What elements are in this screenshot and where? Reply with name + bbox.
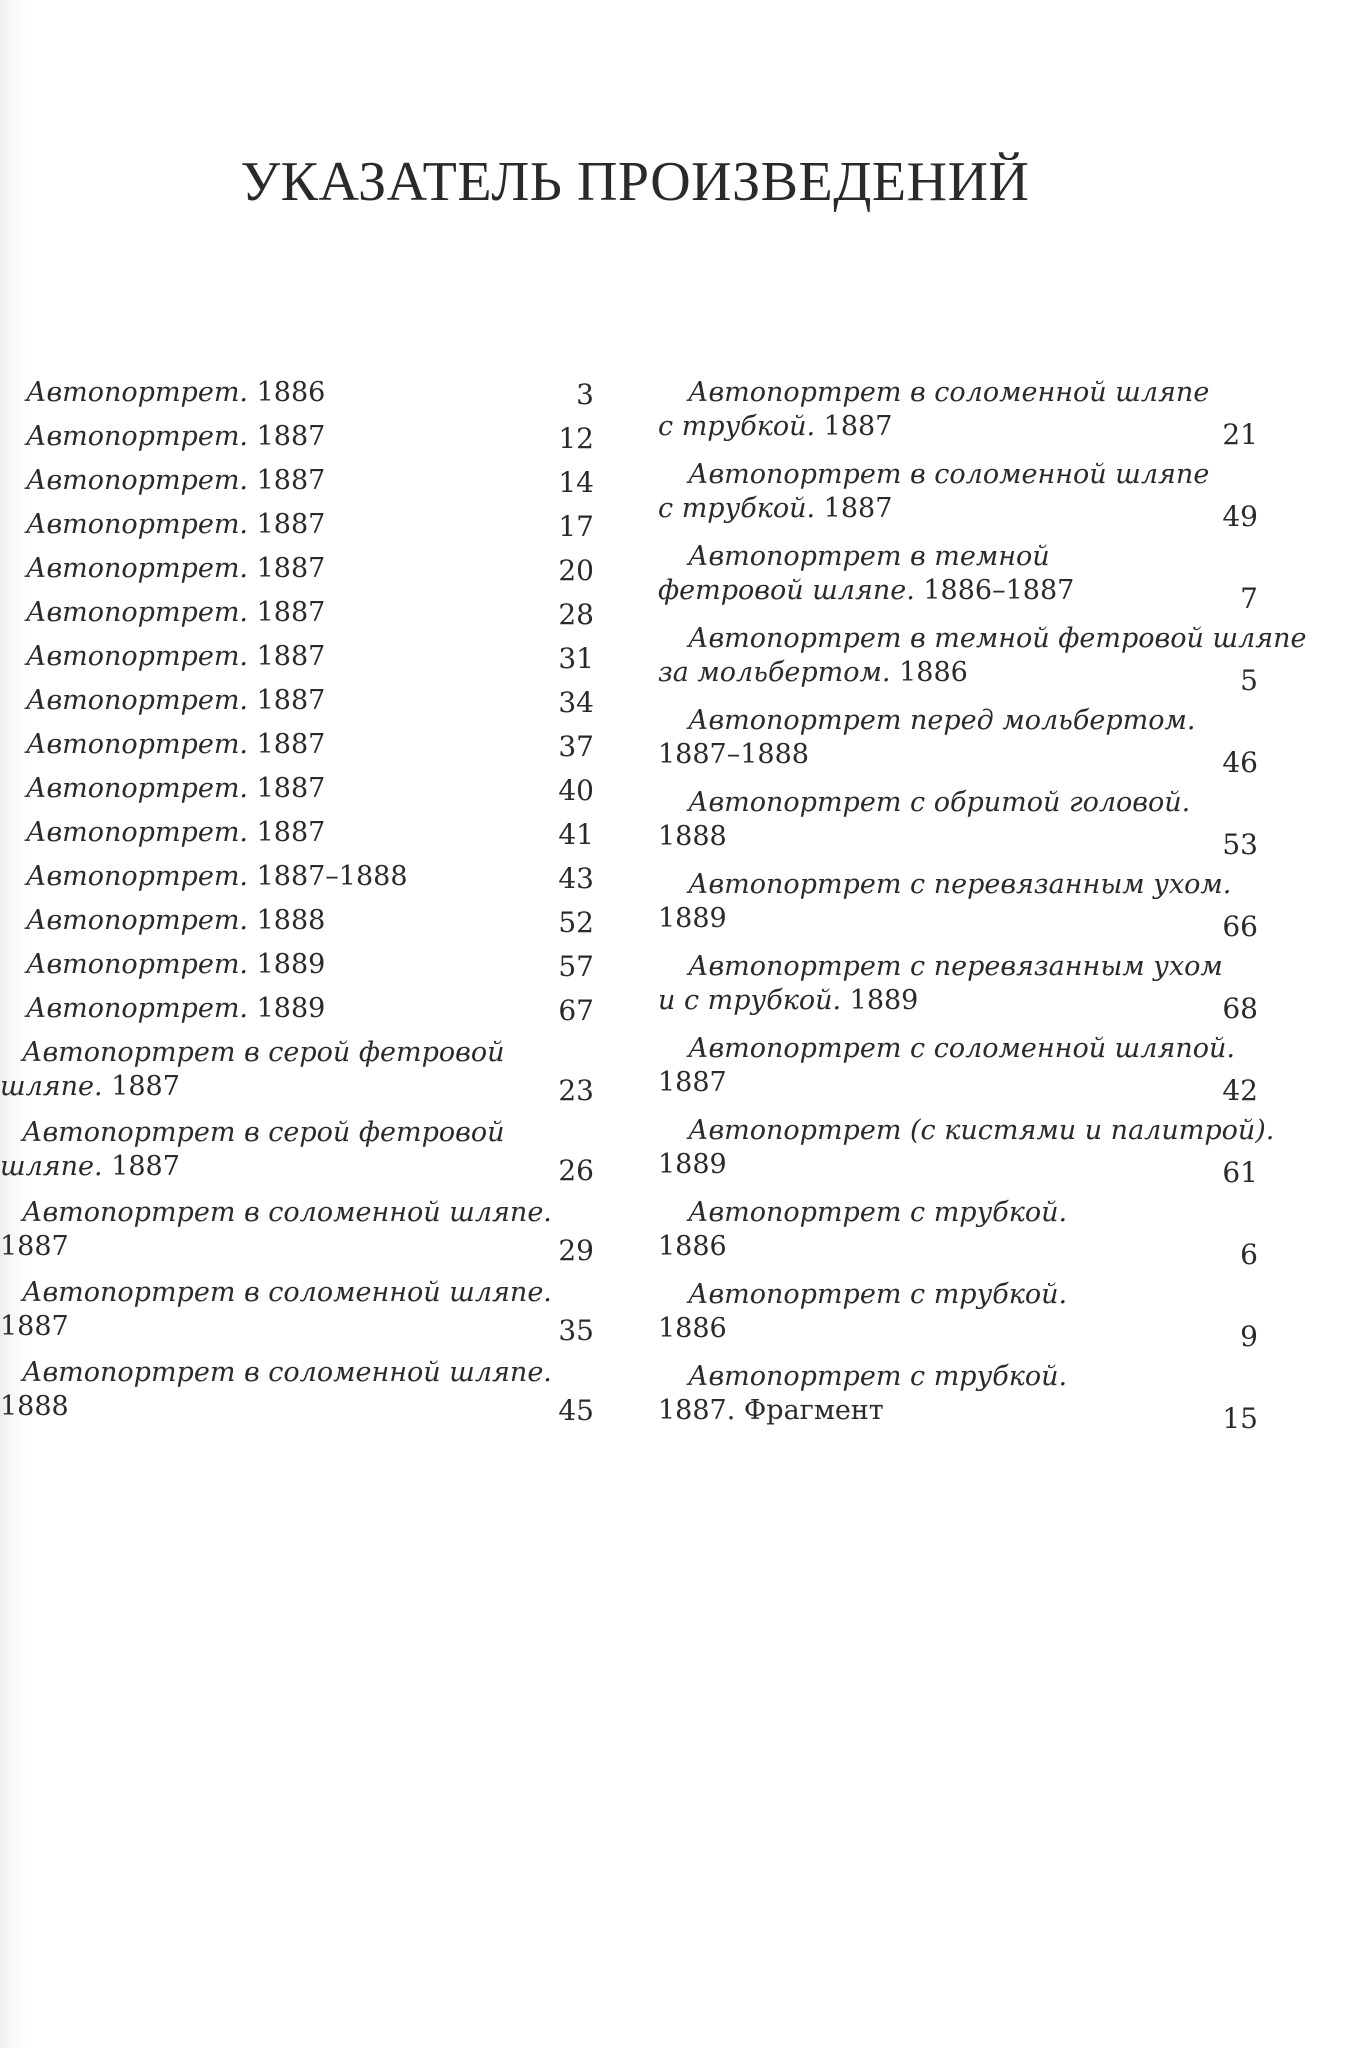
index-entry	[650, 1278, 1264, 1360]
entry-page-number: 6	[1240, 1238, 1258, 1271]
index-entry	[0, 1196, 600, 1276]
entry-year: 1886–1887	[914, 575, 1075, 606]
entry-title-line	[650, 458, 1264, 492]
entry-title: Автопортрет с трубкой.	[688, 1279, 1068, 1310]
entry-continuation-line	[650, 574, 1264, 608]
entry-title: Автопортрет в серой фетровой	[22, 1037, 505, 1068]
entry-continuation-line	[0, 1310, 600, 1344]
entry-continuation-line	[650, 410, 1264, 444]
entry-page-number: 35	[558, 1314, 594, 1347]
entry-title-line	[0, 596, 600, 630]
entry-year: 1886	[658, 1231, 727, 1262]
entry-continuation-line	[650, 820, 1264, 854]
index-entry	[0, 552, 600, 596]
index-entry	[650, 622, 1307, 704]
entry-year: 1887	[815, 411, 893, 442]
entry-continuation-line	[650, 984, 1264, 1018]
entry-title: Автопортрет.	[26, 993, 248, 1024]
entry-title-line	[650, 950, 1264, 984]
entry-page-number: 23	[558, 1074, 594, 1107]
entry-page-number: 40	[558, 774, 594, 807]
entry-year: 1887	[658, 1067, 727, 1098]
entry-continuation-line	[650, 492, 1264, 526]
entry-year: 1887	[102, 1151, 180, 1182]
entry-title: Автопортрет.	[26, 553, 248, 584]
entry-title: Автопортрет.	[26, 641, 248, 672]
entry-title: Автопортрет с трубкой.	[688, 1197, 1068, 1228]
entry-page-number: 41	[558, 818, 594, 851]
entry-continuation-line	[650, 1312, 1264, 1346]
entry-title-line	[0, 640, 600, 674]
entry-title-line	[0, 552, 600, 586]
index-entry	[650, 950, 1264, 1032]
entry-page-number: 20	[558, 554, 594, 587]
page-title: УКАЗАТЕЛЬ ПРОИЗВЕДЕНИЙ	[240, 151, 1030, 213]
entry-year: 1889	[658, 1149, 727, 1180]
index-entry	[650, 1196, 1264, 1278]
entry-title: Автопортрет.	[26, 465, 248, 496]
entry-title: Автопортрет.	[26, 421, 248, 452]
entry-year: 1887	[248, 685, 326, 716]
entry-page-number: 21	[1222, 418, 1258, 451]
entry-continuation-line	[650, 656, 1264, 690]
entry-title-line	[0, 816, 600, 850]
entry-title-line	[0, 1036, 600, 1070]
entry-title: Автопортрет.	[26, 597, 248, 628]
entry-title-line	[0, 464, 600, 498]
index-entry	[650, 1032, 1264, 1114]
entry-title-continuation: и с трубкой.	[658, 985, 842, 1016]
entry-year: 1887	[0, 1311, 69, 1342]
entry-year: 1887	[248, 773, 326, 804]
index-entry	[0, 420, 600, 464]
entry-title-line	[650, 540, 1264, 574]
entry-title: Автопортрет перед мольбертом.	[688, 705, 1196, 736]
index-entry	[650, 540, 1264, 622]
entry-page-number: 66	[1222, 910, 1258, 943]
entry-title: Автопортрет в серой фетровой	[22, 1117, 505, 1148]
index-entry	[0, 508, 600, 552]
entry-title-line	[0, 992, 600, 1026]
entry-page-number: 26	[558, 1154, 594, 1187]
entry-continuation-line	[650, 1148, 1264, 1182]
entry-title-line	[0, 1356, 600, 1390]
index-entry	[0, 596, 600, 640]
entry-page-number: 29	[558, 1234, 594, 1267]
index-entry	[650, 704, 1264, 786]
index-entry	[650, 868, 1264, 950]
entry-title: Автопортрет.	[26, 729, 248, 760]
entry-page-number: 28	[558, 598, 594, 631]
entry-page-number: 9	[1240, 1320, 1258, 1353]
entry-title: Автопортрет.	[26, 509, 248, 540]
entry-title: Автопортрет в соломенной шляпе.	[22, 1277, 552, 1308]
entry-page-number: 46	[1222, 746, 1258, 779]
entry-continuation-line	[650, 1394, 1264, 1428]
entry-continuation-line	[650, 1066, 1264, 1100]
index-entry	[0, 640, 600, 684]
entry-title-line	[0, 420, 600, 454]
entry-year: 1887	[248, 597, 326, 628]
entry-year: 1887–1888	[248, 861, 408, 892]
index-entry	[650, 376, 1264, 458]
index-entry	[650, 458, 1264, 540]
entry-continuation-line	[650, 1230, 1264, 1264]
entry-year: 1887	[248, 817, 326, 848]
entry-title-continuation: шляпе.	[0, 1071, 103, 1102]
entry-year: 1889	[658, 903, 727, 934]
entry-continuation-line	[0, 1150, 600, 1184]
entry-title: Автопортрет в соломенной шляпе.	[22, 1197, 552, 1228]
entry-year: 1889	[248, 993, 326, 1024]
entry-title-continuation: с трубкой.	[658, 411, 816, 442]
index-entry	[0, 1116, 600, 1196]
index-entry	[0, 860, 600, 904]
entry-title-line	[0, 904, 600, 938]
entry-year: 1889	[841, 985, 919, 1016]
entry-title-line	[0, 684, 600, 718]
entry-page-number: 3	[576, 378, 594, 411]
entry-title: Автопортрет в соломенной шляпе.	[22, 1357, 552, 1388]
entry-title-line	[0, 772, 600, 806]
entry-title-line	[650, 1114, 1275, 1148]
entry-title: Автопортрет.	[26, 685, 248, 716]
entry-year: 1887	[102, 1071, 180, 1102]
entry-continuation-line	[0, 1230, 600, 1264]
entry-title: Автопортрет с трубкой.	[688, 1361, 1068, 1392]
entry-year: 1887	[248, 421, 326, 452]
entry-title-line	[650, 704, 1264, 738]
entry-page-number: 52	[558, 906, 594, 939]
index-entry	[650, 1360, 1264, 1442]
entry-title-line	[650, 1196, 1264, 1230]
entry-page-number: 68	[1222, 992, 1258, 1025]
entry-title-line	[650, 1032, 1264, 1066]
entry-year: 1887	[248, 641, 326, 672]
entry-page-number: 61	[1222, 1156, 1258, 1189]
index-entry	[0, 816, 600, 860]
entry-continuation-line	[0, 1390, 600, 1424]
index-entry	[650, 1114, 1275, 1196]
entry-page-number: 14	[558, 466, 594, 499]
entry-title: Автопортрет (с кистями и палитрой).	[688, 1115, 1275, 1146]
index-column-right	[650, 376, 1307, 1442]
entry-page-number: 49	[1222, 500, 1258, 533]
entry-title: Автопортрет с перевязанным ухом.	[688, 869, 1232, 900]
entry-title-line	[0, 508, 600, 542]
entry-title-continuation: шляпе.	[0, 1151, 103, 1182]
index-entry	[0, 948, 600, 992]
entry-page-number: 12	[558, 422, 594, 455]
entry-title-line	[0, 1276, 600, 1310]
entry-title-continuation: фетровой шляпе.	[658, 575, 915, 606]
index-entry	[0, 1356, 600, 1436]
index-entry	[0, 904, 600, 948]
index-column-left	[0, 376, 600, 1436]
entry-title: Автопортрет с обритой головой.	[688, 787, 1191, 818]
entry-title-line	[0, 376, 600, 410]
entry-year: 1888	[658, 821, 727, 852]
entry-page-number: 15	[1222, 1402, 1258, 1435]
index-entry	[650, 786, 1264, 868]
index-entry	[0, 772, 600, 816]
entry-title: Автопортрет с соломенной шляпой.	[688, 1033, 1235, 1064]
entry-page-number: 34	[558, 686, 594, 719]
entry-title: Автопортрет.	[26, 773, 248, 804]
entry-page-number: 67	[558, 994, 594, 1027]
entry-year: 1887	[248, 509, 326, 540]
entry-year: 1886	[890, 657, 968, 688]
entry-title-line	[0, 948, 600, 982]
entry-year: 1888	[248, 905, 326, 936]
entry-title-line	[650, 1360, 1264, 1394]
index-entry	[0, 728, 600, 772]
index-entry	[0, 684, 600, 728]
entry-year: 1888	[0, 1391, 69, 1422]
entry-year: 1886	[658, 1313, 727, 1344]
entry-year: 1886	[248, 377, 326, 408]
entry-title: Автопортрет.	[26, 949, 248, 980]
entry-page-number: 31	[558, 642, 594, 675]
entry-title-line	[0, 860, 600, 894]
entry-title-continuation: за мольбертом.	[658, 657, 891, 688]
entry-title: Автопортрет в соломенной шляпе	[688, 459, 1210, 490]
index-entry	[0, 992, 600, 1036]
entry-year: 1887. Фрагмент	[658, 1395, 884, 1426]
entry-title-line	[650, 376, 1264, 410]
entry-title-line	[0, 1196, 600, 1230]
entry-title-continuation: с трубкой.	[658, 493, 816, 524]
entry-title: Автопортрет в темной фетровой шляпе	[688, 623, 1307, 654]
entry-year: 1887	[0, 1231, 69, 1262]
entry-year: 1887	[248, 465, 326, 496]
entry-page-number: 57	[558, 950, 594, 983]
entry-title: Автопортрет в соломенной шляпе	[688, 377, 1210, 408]
entry-page-number: 45	[558, 1394, 594, 1427]
entry-continuation-line	[0, 1070, 600, 1104]
entry-page-number: 37	[558, 730, 594, 763]
entry-page-number: 5	[1240, 664, 1258, 697]
entry-title: Автопортрет.	[26, 377, 248, 408]
entry-year: 1887–1888	[658, 739, 809, 770]
entry-title: Автопортрет.	[26, 817, 248, 848]
entry-title: Автопортрет с перевязанным ухом	[688, 951, 1223, 982]
entry-continuation-line	[650, 902, 1264, 936]
entry-title-line	[0, 728, 600, 762]
entry-title-line	[650, 868, 1264, 902]
entry-page-number: 7	[1240, 582, 1258, 615]
entry-year: 1887	[248, 729, 326, 760]
entry-title: Автопортрет.	[26, 905, 248, 936]
entry-page-number: 53	[1222, 828, 1258, 861]
entry-page-number: 17	[558, 510, 594, 543]
entry-continuation-line	[650, 738, 1264, 772]
entry-title-line	[650, 622, 1307, 656]
index-entry	[0, 1036, 600, 1116]
index-entry	[0, 376, 600, 420]
entry-title: Автопортрет в темной	[688, 541, 1050, 572]
entry-year: 1887	[248, 553, 326, 584]
index-entry	[0, 1276, 600, 1356]
entry-title: Автопортрет.	[26, 861, 248, 892]
entry-title-line	[650, 786, 1264, 820]
entry-title-line	[0, 1116, 600, 1150]
entry-year: 1887	[815, 493, 893, 524]
entry-page-number: 42	[1222, 1074, 1258, 1107]
entry-title-line	[650, 1278, 1264, 1312]
entry-page-number: 43	[558, 862, 594, 895]
entry-year: 1889	[248, 949, 326, 980]
index-entry	[0, 464, 600, 508]
